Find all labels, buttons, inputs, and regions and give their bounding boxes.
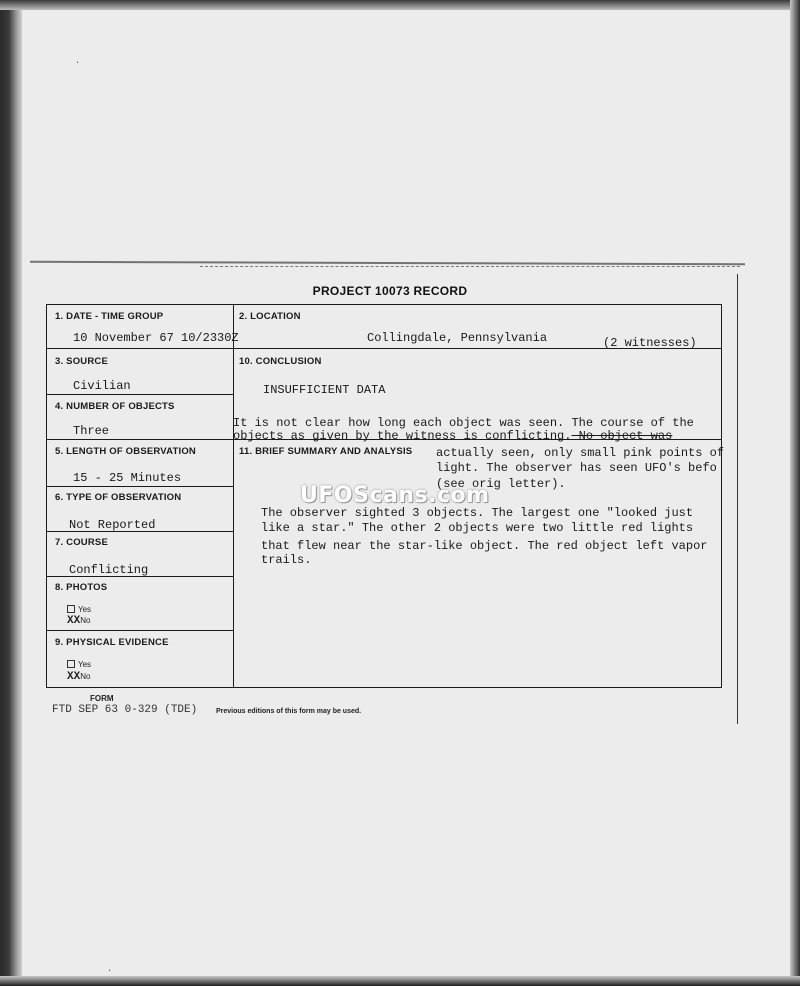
form-column-divider xyxy=(233,305,234,687)
course-value: Conflicting xyxy=(69,563,149,577)
footer-note: Previous editions of this form may be used. xyxy=(216,708,362,715)
conclusion-label: 10. CONCLUSION xyxy=(239,356,322,367)
summary-label: 11. BRIEF SUMMARY AND ANALYSIS xyxy=(239,446,413,457)
scan-edge-right xyxy=(790,0,800,986)
checkmark-xx: XX xyxy=(67,671,81,683)
course-label: 7. COURSE xyxy=(55,537,109,548)
length-of-observation-label: 5. LENGTH OF OBSERVATION xyxy=(55,446,196,457)
summary-line2: light. The observer has seen UFO's befo xyxy=(436,461,717,475)
conclusion-text-line1: It is not clear how long each object was seen. The course of the xyxy=(233,416,694,430)
scan-edge-bottom xyxy=(0,976,800,986)
source-label: 3. SOURCE xyxy=(55,356,109,367)
type-of-observation-label: 6. TYPE OF OBSERVATION xyxy=(55,492,182,503)
physical-evidence-label: 9. PHYSICAL EVIDENCE xyxy=(55,637,169,648)
summary-line5: like a star." The other 2 objects were two little red lights xyxy=(261,521,694,535)
conclusion-value: INSUFFICIENT DATA xyxy=(263,383,386,397)
scan-edge-top xyxy=(0,0,800,10)
length-of-observation-value: 15 - 25 Minutes xyxy=(73,471,182,485)
summary-line6: that flew near the star-like object. The red object left vapor xyxy=(261,539,708,553)
date-time-group-value: 10 November 67 10/2330Z xyxy=(73,331,239,345)
summary-line1: actually seen, only small pink points of xyxy=(436,446,725,460)
page-crease-line xyxy=(30,261,745,275)
checkbox-icon xyxy=(67,605,75,613)
page-crease-line xyxy=(200,266,740,267)
watermark: UFOScans.com xyxy=(300,483,490,508)
photos-label: 8. PHOTOS xyxy=(55,582,108,593)
row-divider xyxy=(47,348,233,349)
conclusion-struck-text: No object was xyxy=(571,429,673,443)
scan-speck: · xyxy=(108,966,112,977)
form-title: PROJECT 10073 RECORD xyxy=(312,284,468,298)
type-of-observation-value: Not Reported xyxy=(69,518,156,532)
scan-speck: · xyxy=(76,58,80,69)
footer-form-code: FTD SEP 63 0-329 (TDE) xyxy=(52,704,198,716)
number-of-objects-value: Three xyxy=(73,424,110,438)
number-of-objects-label: 4. NUMBER OF OBJECTS xyxy=(55,401,175,412)
attached-sheet-edge xyxy=(737,274,738,724)
summary-line7: trails. xyxy=(261,553,312,567)
row-divider xyxy=(47,486,233,487)
conclusion-text-line2: objects as given by the witness is conflicting. No object was xyxy=(233,429,673,443)
photos-yes-option: Yes xyxy=(67,605,91,614)
location-place: Collingdale, Pennsylvania xyxy=(367,331,548,345)
location-witnesses: (2 witnesses) xyxy=(603,336,697,350)
physical-evidence-yes-option: Yes xyxy=(67,660,91,669)
summary-line4: The observer sighted 3 objects. The largest one "looked just xyxy=(261,506,694,520)
physical-evidence-no-option: XXNo xyxy=(67,671,91,683)
photos-no-option: XXNo xyxy=(67,615,91,627)
row-divider xyxy=(47,439,233,440)
row-divider xyxy=(47,394,233,395)
source-value: Civilian xyxy=(73,379,131,393)
footer-form-word: FORM xyxy=(90,694,114,703)
row-divider xyxy=(47,630,233,631)
date-time-group-label: 1. DATE - TIME GROUP xyxy=(55,311,164,322)
checkmark-xx: XX xyxy=(67,615,81,627)
summary-line3: (see orig letter). xyxy=(436,477,566,491)
location-label: 2. LOCATION xyxy=(239,311,301,322)
scan-edge-left xyxy=(0,0,22,986)
checkbox-icon xyxy=(67,660,75,668)
